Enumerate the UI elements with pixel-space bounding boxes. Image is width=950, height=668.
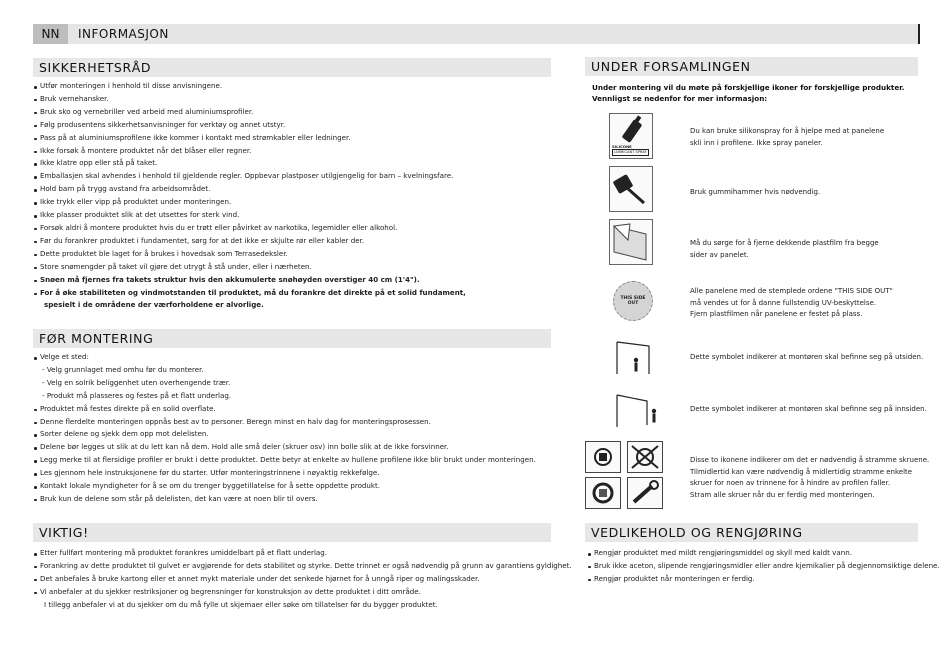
important-list [34, 547, 572, 612]
list-item: Bruk kun de delene som står på delelisten, det kan være at noen blir til overs. [34, 493, 552, 506]
list-item: - Produkt må plasseres og festes på et flatt underlag. [42, 390, 232, 400]
language-code: NN [33, 24, 68, 44]
list-item: Store snømengder på taket vil gjøre det utrygt å stå under, eller i nærheten. [34, 261, 552, 274]
list-item: Pass på at aluminiumsprofilene ikke kommer i kontakt med strømkabler eller ledninger. [34, 132, 552, 145]
list-item: Ikke klatre opp eller stå på taket. [34, 157, 552, 170]
wrench-panel [627, 477, 663, 509]
text-line: Disse to ikonene indikerer om det er nødvendig å stramme skruene. [690, 456, 930, 464]
screw-tighten-text [690, 455, 929, 501]
text-line: skli inn i profilene. Ikke spray paneler. [690, 138, 823, 147]
inside-symbol-text [690, 404, 927, 416]
page-title: INFORMASJON [78, 27, 169, 41]
safety-list [34, 80, 552, 312]
inside-symbol-icon [609, 389, 661, 433]
rubber-hammer-text [690, 187, 820, 199]
text-line: sider av panelet. [690, 250, 749, 259]
list-item: Ikke plasser produktet slik at det utsettes for sterk vind. [34, 209, 552, 222]
this-side-label: THIS SIDE [620, 296, 646, 301]
list-item: Før du forankrer produktet i fundamentet, sørg for at det ikke er skjulte rør eller kabler der. [34, 235, 552, 248]
text-line: skruer for noen av trinnene for å hindre av profilen faller. [690, 479, 891, 487]
list-item: - Velg grunnlaget med omhu før du monterer. [42, 364, 204, 374]
list-item: For å øke stabiliteten og vindmotstanden til produktet, må du forankre det direkte på et solid fundament, [34, 287, 552, 300]
list-item: Produktet må festes direkte på en solid overflate. [34, 403, 552, 416]
before-list [34, 351, 552, 506]
list-item: Det anbefales å bruke kartong eller et annet mykt materiale under det senkede hjørnet for å unngå riper og malingsskader. [34, 573, 552, 586]
list-item: Ikke forsøk å montere produktet når det blåser eller regner. [34, 145, 552, 158]
maintenance-list [588, 547, 940, 586]
list-item: I tillegg anbefaler vi at du sjekker om du må fylle ut skjemaer eller søke om tillatelser før du bygger produktet. [44, 599, 438, 609]
screw-tighten-icon [585, 441, 671, 511]
screw-panel-3 [585, 477, 621, 509]
assembly-intro-line2: Vennligst se nedenfor for mer informasjon: [592, 94, 768, 103]
text-line: Må du sørge for å fjerne dekkende plastfilm fra begge [690, 239, 879, 247]
assembly-intro-line1: Under montering vil du møte på forskjellige ikoner for forskjellige produkter. [592, 83, 905, 92]
spray-label-2: LUBRICANT SPRAY [614, 150, 647, 154]
list-item: Følg produsentens sikkerhetsanvisninger for verktøy og annet utstyr. [34, 119, 552, 132]
top-header-bar [33, 24, 920, 44]
silicone-spray-text [690, 126, 884, 149]
list-item: Rengjør produktet når monteringen er ferdig. [588, 573, 918, 586]
text-line: Fjern plastfilmen når panelene er festet på plass. [690, 310, 863, 318]
text-line: Tilmidlertid kan være nødvendig å midlertidig stramme enkelte [690, 467, 913, 476]
section-title-important: VIKTIG! [33, 523, 551, 542]
section-title-assembly: UNDER FORSAMLINGEN [585, 57, 918, 76]
this-side-out-icon [609, 279, 653, 325]
text-line: Bruk gummihammer hvis nødvendig. [690, 188, 821, 196]
list-item: Vi anbefaler at du sjekker restriksjoner og begrensninger for konstruksjon av dette produktet i ditt område. [34, 586, 552, 599]
section-title-safety: SIKKERHETSRÅD [33, 58, 551, 77]
list-item: Velge et sted: [34, 351, 552, 364]
list-item: Legg merke til at flersidige profiler er brukt i dette produktet. Dette betyr at enkelte av hullene profilene ikke blir brukt under monteringen. [34, 454, 552, 467]
text-line: Alle panelene med de stemplede ordene "THIS SIDE OUT" [690, 287, 893, 295]
list-item: Hold barn på trygg avstand fra arbeidsområdet. [34, 183, 552, 196]
silicone-spray-icon [609, 113, 653, 159]
list-item: - Velg en solrik beliggenhet uten overhengende trær. [42, 377, 231, 387]
text-line: Dette symbolet indikerer at montøren skal befinne seg på utsiden. [690, 353, 924, 361]
screw-panel-1 [585, 441, 621, 473]
list-item: Denne flerdelte monteringen oppnås best av to personer. Beregn minst en halv dag for monteringsprosessen. [34, 416, 552, 429]
protective-film-icon [609, 219, 653, 265]
this-side-out-text [690, 286, 893, 321]
outside-symbol-text [690, 352, 923, 364]
list-item: Snøen må fjernes fra takets struktur hvis den akkumulerte snøhøyden overstiger 40 cm (1'4"). [34, 274, 552, 287]
assembly-intro [592, 82, 922, 104]
list-item: Kontakt lokale myndigheter for å se om du trenger byggetillatelse for å sette oppdette produkt. [34, 480, 552, 493]
text-line: Stram alle skruer når du er ferdig med monteringen. [690, 490, 875, 499]
list-item: Bruk vernehansker. [34, 93, 552, 106]
outside-symbol-icon [609, 334, 657, 378]
list-item: Delene bør legges ut slik at du lett kan nå dem. Hold alle små deler (skruer osv) inn bolle slik at de ikke forsvinner. [34, 441, 552, 454]
rubber-hammer-icon [609, 166, 653, 212]
list-item: Bruk sko og vernebriller ved arbeid med aluminiumsprofiler. [34, 106, 552, 119]
out-label: OUT [627, 301, 639, 306]
list-item: Les gjennom hele instruksjonene før du starter. Utfør monteringstrinnene i nøyaktig rekkefølge. [34, 467, 552, 480]
list-item: Bruk ikke aceton, slipende rengjøringsmidler eller andre kjemikalier på degjennomsiktige delene. [588, 560, 918, 573]
screw-panel-2 [627, 441, 663, 473]
list-item: Forsøk aldri å montere produktet hvis du er trøtt eller påvirket av narkotika, legemidler eller alkohol. [34, 222, 552, 235]
text-line: Dette symbolet indikerer at montøren skal befinne seg på innsiden. [690, 405, 927, 413]
text-line: må vendes ut for å danne fullstendig UV-beskyttelse. [690, 298, 877, 307]
list-item: Forankring av dette produktet til gulvet er avgjørende for dets stabilitet og styrke. Dette trinnet er også nødvendig på grunn av garantiens gyldighet. [34, 560, 552, 573]
list-item: Sorter delene og sjekk dem opp mot delelisten. [34, 428, 552, 441]
spray-label: SILICONE [612, 144, 632, 149]
list-item: spesielt i de områdene der værforholdene er alvorlige. [44, 300, 264, 310]
section-title-maintenance: VEDLIKEHOLD OG RENGJØRING [585, 523, 918, 542]
list-item: Emballasjen skal avhendes i henhold til gjeldende regler. Oppbevar plastposer utilgjengelig for barn – kvelningsfare. [34, 170, 552, 183]
list-item: Etter fullført montering må produktet forankres umiddelbart på et flatt underlag. [34, 547, 552, 560]
list-item: Utfør monteringen i henhold til disse anvisningene. [34, 80, 552, 93]
list-item: Ikke trykk eller vipp på produktet under monteringen. [34, 196, 552, 209]
protective-film-text [690, 238, 879, 261]
list-item: Rengjør produktet med mildt rengjøringsmiddel og skyll med kaldt vann. [588, 547, 918, 560]
text-line: Du kan bruke silikonspray for å hjelpe med at panelene [690, 127, 885, 135]
list-item: Dette produktet ble laget for å brukes i hovedsak som Terrasedeksler. [34, 248, 552, 261]
section-title-before: FØR MONTERING [33, 329, 551, 348]
